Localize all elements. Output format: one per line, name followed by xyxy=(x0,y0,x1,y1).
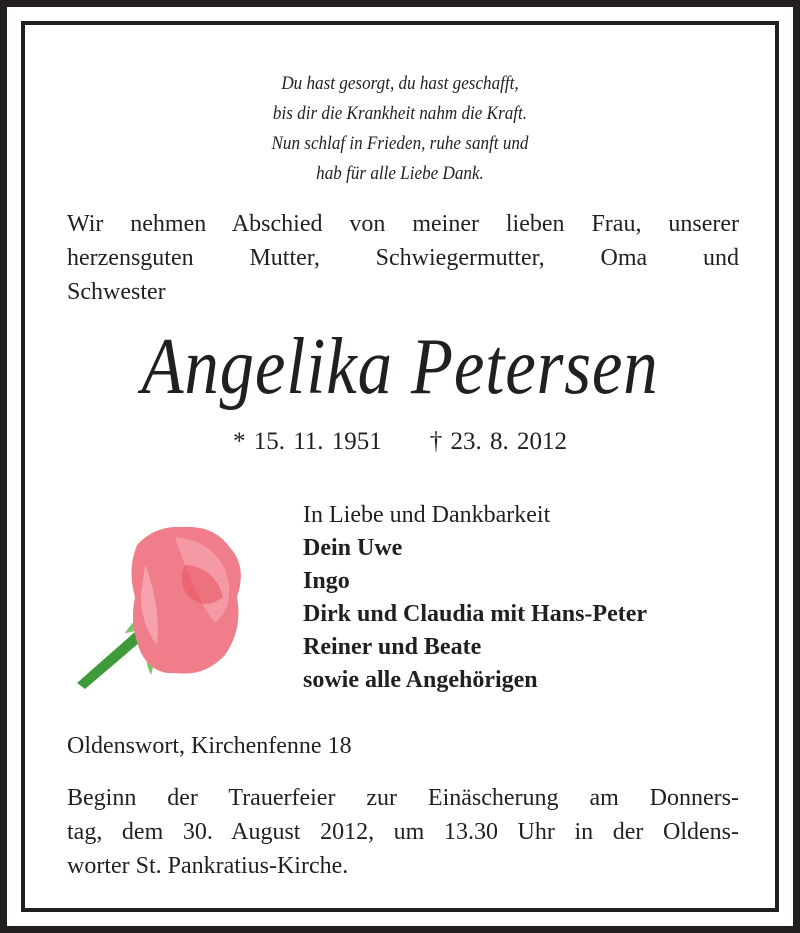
life-dates xyxy=(25,425,775,459)
address: Oldenswort, Kirchenfenne 18 xyxy=(67,733,352,759)
intro-line: Schwester xyxy=(67,279,166,305)
family-member: Ingo xyxy=(303,568,350,594)
deceased-name: Angelika Petersen xyxy=(141,323,659,411)
memorial-poem xyxy=(63,69,738,189)
obituary-content xyxy=(25,25,775,908)
inner-border xyxy=(21,21,779,912)
poem-line: hab für alle Liebe Dank. xyxy=(316,163,484,184)
family-member: Dein Uwe xyxy=(303,535,403,561)
outer-frame xyxy=(7,7,793,926)
poem-line: bis dir die Krankheit nahm die Kraft. xyxy=(272,103,528,124)
farewell-intro xyxy=(67,207,739,309)
family-member: Reiner und Beate xyxy=(303,634,482,660)
family-signatures xyxy=(303,499,647,697)
family-member: Dirk und Claudia mit Hans-Peter xyxy=(303,601,648,627)
death-date: † 23. 8. 2012 xyxy=(429,428,568,455)
service-line: worter St. Pankratius-Kirche. xyxy=(67,853,349,879)
poem-line: Du hast gesorgt, du hast geschafft, xyxy=(281,73,519,94)
intro-line: herzensguten Mutter, Schwiegermutter, Oma und xyxy=(67,245,739,271)
service-line: Beginn der Trauerfeier zur Einäscherung am Donners- xyxy=(67,785,739,811)
thanks-line: In Liebe und Dankbarkeit xyxy=(303,502,551,528)
birth-date: * 15. 11. 1951 xyxy=(232,428,382,455)
rose-icon xyxy=(65,505,255,695)
intro-line: Wir nehmen Abschied von meiner lieben Frau, unserer xyxy=(67,211,739,237)
poem-line: Nun schlaf in Frieden, ruhe sanft und xyxy=(271,133,529,154)
funeral-service-info xyxy=(67,781,739,883)
family-member: sowie alle Angehörigen xyxy=(303,667,538,693)
service-line: tag, dem 30. August 2012, um 13.30 Uhr in der Oldens- xyxy=(67,819,739,845)
